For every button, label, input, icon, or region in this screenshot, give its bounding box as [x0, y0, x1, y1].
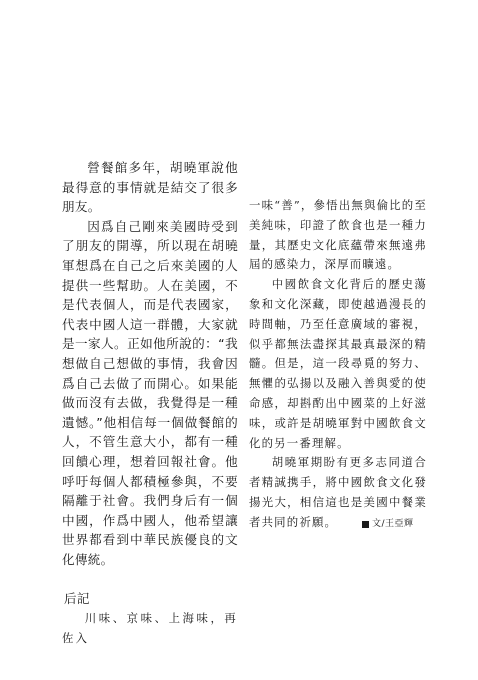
left-paragraph-2: 因爲自己剛來美國時受到了朋友的開導，所以現在胡曉軍想爲在自己之后來美國的人提供一些幫助。人在美國，不是代表個人，而是代表國家，代表中國人這一群體，大家就是一家人。正如他所說的：“我想做自己想做的事情，我會因爲自己去做了而開心。如果能做而沒有去做，我覺得是一種遺憾。”他相信每一個做餐館的人，不管生意大小，都有一種回饋心理，想着回報社會。他呼吁每個人都積極參與，不要隔離于社會。我們身后有一個中國，作爲中國人，他希望讓世界都看到中華民族優良的文化傳統。: [62, 218, 238, 567]
author-name: 文/王亞輝: [372, 519, 414, 529]
left-paragraph-1: 營餐館多年，胡曉軍說他最得意的事情就是結交了很多朋友。: [62, 160, 238, 215]
black-square-icon: [362, 521, 369, 528]
section-heading-postscript: 后記: [64, 591, 90, 607]
right-column: [249, 196, 427, 533]
author-byline: [362, 518, 414, 530]
left-paragraph-3: 川味、京味、上海味，再佐入: [62, 611, 238, 645]
right-paragraph-2: 中國飲食文化背后的歷史蕩象和文化深藏，即使越過漫長的時間軸，乃至任意廣域的審視，似乎都無法盡探其最真最深的精髓。但是，這一段尋覓的努力、無懼的弘揚以及融入善與愛的使命感，却斟酌出中國菜的上好滋味，或許是胡曉軍對中國飲食文化的另一番理解。: [249, 277, 427, 450]
right-paragraph-3: 胡曉軍期盼有更多志同道合者精誠携手，將中國飲食文化發揚光大，相信這也是美國中餐業者共同的祈願。: [249, 455, 427, 529]
right-paragraph-1: 一味“善”，參悟出無與倫比的至美純味，印證了飲食也是一種力量，其歷史文化底蘊帶來無遠弗屆的感染力，深厚而曠遠。: [249, 198, 427, 272]
left-column: [62, 158, 238, 648]
